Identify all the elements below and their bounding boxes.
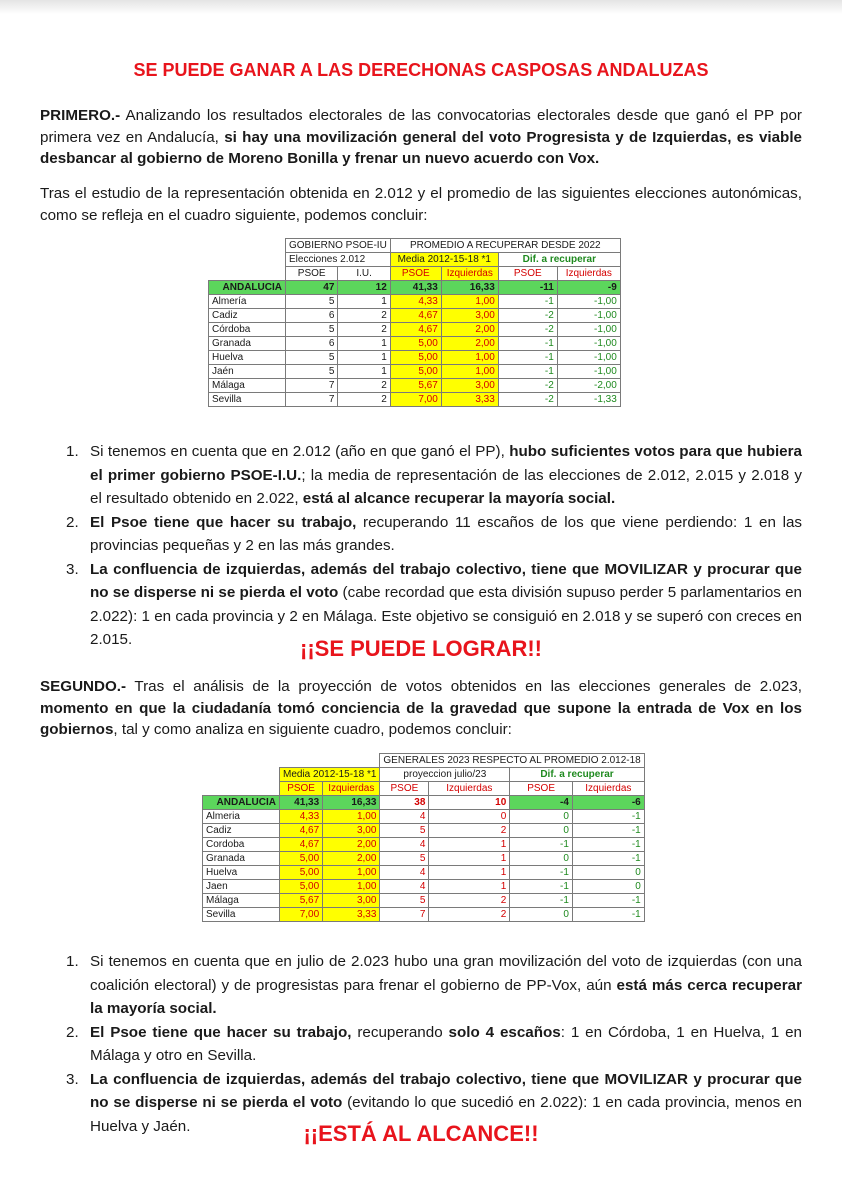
- list-text: recuperando 11 escaños de los que viene perdiendo: 1 en las provincias pequeñas y 2 en las más grandes.: [90, 513, 802, 554]
- value-cell: 2,00: [323, 838, 380, 852]
- total-cell: 41,33: [390, 281, 441, 295]
- total-cell: 41,33: [280, 796, 323, 810]
- slogan-se-puede-lograr: ¡¡SE PUEDE LOGRAR!!: [300, 636, 542, 661]
- col-izq-proy: Izquierdas: [429, 782, 510, 796]
- province-cell: Almeria: [203, 810, 280, 824]
- results-table-2: [202, 753, 645, 922]
- value-cell: 0: [510, 908, 573, 922]
- province-cell: Cadiz: [209, 309, 286, 323]
- results-table-1: [208, 238, 621, 407]
- value-cell: 4,33: [280, 810, 323, 824]
- value-cell: -1: [498, 337, 557, 351]
- value-cell: 2: [338, 379, 390, 393]
- province-cell: Jaen: [203, 880, 280, 894]
- total-cell: 47: [286, 281, 338, 295]
- value-cell: 5: [286, 351, 338, 365]
- value-cell: 5,00: [280, 880, 323, 894]
- value-cell: -1: [498, 365, 557, 379]
- value-cell: -2: [498, 379, 557, 393]
- total-cell: 38: [380, 796, 429, 810]
- table2-total-row: [203, 796, 645, 810]
- total-cell: 16,33: [323, 796, 380, 810]
- table-row: [209, 309, 621, 323]
- table-row: [203, 838, 645, 852]
- value-cell: 1: [338, 351, 390, 365]
- province-cell: Granada: [203, 852, 280, 866]
- value-cell: -2: [498, 323, 557, 337]
- value-cell: 5,00: [390, 337, 441, 351]
- table-row: [209, 393, 621, 407]
- col-psoe-dif: PSOE: [498, 267, 557, 281]
- total-label: ANDALUCIA: [203, 796, 280, 810]
- value-cell: 3,00: [323, 894, 380, 908]
- value-cell: 4,67: [390, 309, 441, 323]
- value-cell: 3,00: [441, 309, 498, 323]
- list-number: 2.: [66, 1023, 79, 1041]
- value-cell: 2: [338, 393, 390, 407]
- col-psoe-proy: PSOE: [380, 782, 429, 796]
- value-cell: 1,00: [323, 880, 380, 894]
- value-cell: 4,33: [390, 295, 441, 309]
- header-elecciones: Elecciones 2.012: [286, 253, 391, 267]
- value-cell: -1: [510, 866, 573, 880]
- col-izq-dif: Izquierdas: [557, 267, 620, 281]
- value-cell: 0: [510, 824, 573, 838]
- segundo-label: SEGUNDO.-: [40, 678, 127, 695]
- value-cell: 1,00: [323, 866, 380, 880]
- list-item: [40, 440, 802, 511]
- value-cell: 5: [380, 894, 429, 908]
- list-bold: solo 4 escaños: [448, 1023, 561, 1041]
- total-cell: -9: [557, 281, 620, 295]
- value-cell: 1: [338, 365, 390, 379]
- list-bold: hubo suficientes votos para que hubiera el primer gobierno PSOE-I.U.: [90, 443, 802, 484]
- province-cell: Sevilla: [209, 393, 286, 407]
- value-cell: -1: [498, 295, 557, 309]
- paragraph-primero: [40, 105, 802, 170]
- province-cell: Málaga: [209, 379, 286, 393]
- value-cell: 0: [429, 810, 510, 824]
- value-cell: 5: [286, 323, 338, 337]
- value-cell: 0: [510, 810, 573, 824]
- value-cell: 2,00: [441, 337, 498, 351]
- province-cell: Almería: [209, 295, 286, 309]
- list-number: 1.: [66, 443, 79, 460]
- value-cell: 7,00: [280, 908, 323, 922]
- col-izq-media: Izquierdas: [323, 782, 380, 796]
- province-cell: Cadiz: [203, 824, 280, 838]
- value-cell: -1,00: [557, 295, 620, 309]
- paragraph-intro-table1: Tras el estudio de la representación obtenida en 2.012 y el promedio de las siguientes elecciones autonómicas, como se refleja en el cuadro siguiente, podemos concluir:: [40, 185, 802, 224]
- value-cell: 7,00: [390, 393, 441, 407]
- value-cell: 3,00: [441, 379, 498, 393]
- segundo-bold: momento en que la ciudadanía tomó conciencia de la gravedad que supone la entrada de Vox en los gobiernos: [40, 699, 802, 738]
- value-cell: -1,33: [557, 393, 620, 407]
- value-cell: 5,00: [390, 365, 441, 379]
- value-cell: 1: [429, 880, 510, 894]
- value-cell: -1,00: [557, 351, 620, 365]
- header-dif: Dif. a recuperar: [510, 768, 644, 782]
- total-cell: 10: [429, 796, 510, 810]
- province-cell: Granada: [209, 337, 286, 351]
- value-cell: 4,67: [280, 824, 323, 838]
- value-cell: 1: [429, 838, 510, 852]
- value-cell: -1: [572, 838, 644, 852]
- conclusions-list-2: [40, 950, 802, 1138]
- table1-total-row: [209, 281, 621, 295]
- value-cell: 2: [429, 824, 510, 838]
- value-cell: 5: [286, 365, 338, 379]
- value-cell: -1: [510, 894, 573, 908]
- value-cell: 2,00: [441, 323, 498, 337]
- list-text: ; la media de representación de las elecciones de 2.012, 2.015 y 2.018 y el resultado obtenido en 2.022,: [90, 466, 802, 507]
- list-number: 1.: [66, 953, 79, 970]
- value-cell: 5: [380, 824, 429, 838]
- value-cell: 0: [572, 866, 644, 880]
- table-row: [203, 824, 645, 838]
- total-cell: -6: [572, 796, 644, 810]
- col-iu: I.U.: [338, 267, 390, 281]
- value-cell: 1,00: [323, 810, 380, 824]
- list-text: Si tenemos en cuenta que en 2.012 (año en que ganó el PP),: [90, 443, 510, 460]
- list-bold: El Psoe tiene que hacer su trabajo,: [90, 513, 357, 531]
- value-cell: -1,00: [557, 323, 620, 337]
- value-cell: 2: [429, 894, 510, 908]
- list-number: 3.: [66, 1070, 79, 1088]
- value-cell: 4: [380, 810, 429, 824]
- value-cell: 1: [338, 295, 390, 309]
- list-number: 2.: [66, 513, 79, 531]
- value-cell: -1,00: [557, 309, 620, 323]
- segundo-text: , tal y como analiza en siguiente cuadro, podemos concluir:: [113, 721, 512, 738]
- value-cell: -2: [498, 309, 557, 323]
- value-cell: -1,00: [557, 365, 620, 379]
- col-izq-media: Izquierdas: [441, 267, 498, 281]
- province-cell: Córdoba: [209, 323, 286, 337]
- table-row: [203, 894, 645, 908]
- province-cell: Jaén: [209, 365, 286, 379]
- header-promedio: PROMEDIO A RECUPERAR DESDE 2022: [390, 239, 620, 253]
- province-cell: Cordoba: [203, 838, 280, 852]
- list-text: (cabe recordad que esta división supuso perder 5 parlamentarios en 2.022): 1 en cada provincia y 2 en Málaga. Este objetivo se consiguió en 2.018 y se superó con creces en 2.015.: [90, 584, 802, 648]
- value-cell: -1: [498, 351, 557, 365]
- total-cell: -4: [510, 796, 573, 810]
- primero-bold: si hay una movilización general del voto Progresista y de Izquierdas, es viable desbancar al gobierno de Moreno Bonilla y frenar un nuevo acuerdo con Vox.: [40, 128, 802, 167]
- value-cell: -1: [572, 824, 644, 838]
- value-cell: 4,67: [390, 323, 441, 337]
- table-row: [203, 810, 645, 824]
- value-cell: 0: [510, 852, 573, 866]
- value-cell: -1: [510, 880, 573, 894]
- value-cell: 7: [380, 908, 429, 922]
- header-proyeccion: proyeccion julio/23: [380, 768, 510, 782]
- list-bold: El Psoe tiene que hacer su trabajo,: [90, 1023, 352, 1041]
- list-bold: está al alcance recuperar la mayoría social.: [302, 490, 616, 507]
- col-psoe-media: PSOE: [390, 267, 441, 281]
- header-generales: GENERALES 2023 RESPECTO AL PROMEDIO 2.012-18: [380, 754, 644, 768]
- value-cell: 0: [572, 880, 644, 894]
- value-cell: 1,00: [441, 295, 498, 309]
- list-number: 3.: [66, 560, 79, 578]
- list-text: (evitando lo que sucedió en 2.022): 1 en cada provincia, menos en Huelva y Jaén.: [90, 1094, 802, 1135]
- total-cell: -11: [498, 281, 557, 295]
- province-cell: Málaga: [203, 894, 280, 908]
- value-cell: 5,00: [280, 852, 323, 866]
- value-cell: -1: [572, 908, 644, 922]
- value-cell: 2: [338, 323, 390, 337]
- value-cell: 3,00: [323, 824, 380, 838]
- list-bold: La confluencia de izquierdas, además del trabajo colectivo, tiene que MOVILIZAR y procurar que no se disperse ni se pierda el voto: [90, 1070, 802, 1111]
- value-cell: -1,00: [557, 337, 620, 351]
- list-text: recuperando: [351, 1023, 449, 1041]
- value-cell: 5: [286, 295, 338, 309]
- value-cell: 3,33: [441, 393, 498, 407]
- table-row: [203, 852, 645, 866]
- list-bold: está más cerca recuperar la mayoría social.: [90, 976, 802, 1017]
- header-media: Media 2012-15-18 *1: [390, 253, 498, 267]
- value-cell: 2,00: [323, 852, 380, 866]
- list-text: Si tenemos en cuenta que en julio de 2.023 hubo una gran movilización del voto de izquierdas (con una coalición electoral) y de progresistas para frenar el gobierno de PP-Vox, aún: [90, 953, 802, 994]
- header-dif: Dif. a recuperar: [498, 253, 620, 267]
- value-cell: 3,33: [323, 908, 380, 922]
- header-media: Media 2012-15-18 *1: [280, 768, 380, 782]
- value-cell: 1: [429, 852, 510, 866]
- value-cell: -2: [498, 393, 557, 407]
- value-cell: 7: [286, 393, 338, 407]
- province-cell: Huelva: [209, 351, 286, 365]
- table-row: [209, 351, 621, 365]
- segundo-text: Tras el análisis de la proyección de votos obtenidos en las elecciones generales de 2.023,: [126, 678, 802, 695]
- table-row: [203, 866, 645, 880]
- primero-text: Analizando los resultados electorales de las convocatorias electorales desde que ganó el PP por primera vez en Andalucía,: [40, 107, 802, 146]
- value-cell: 5,67: [280, 894, 323, 908]
- table-row: [203, 880, 645, 894]
- value-cell: 1: [429, 866, 510, 880]
- table-row: [209, 337, 621, 351]
- value-cell: 4: [380, 880, 429, 894]
- table-row: [209, 323, 621, 337]
- table-row: [203, 908, 645, 922]
- value-cell: 5,67: [390, 379, 441, 393]
- value-cell: 7: [286, 379, 338, 393]
- value-cell: 5: [380, 852, 429, 866]
- table-row: [209, 379, 621, 393]
- value-cell: 2: [429, 908, 510, 922]
- total-label: ANDALUCIA: [209, 281, 286, 295]
- list-item: [40, 1021, 802, 1068]
- province-cell: Huelva: [203, 866, 280, 880]
- value-cell: 1,00: [441, 351, 498, 365]
- value-cell: -1: [572, 810, 644, 824]
- paragraph-segundo: [40, 676, 802, 741]
- col-izq-dif: Izquierdas: [572, 782, 644, 796]
- list-item: [40, 511, 802, 558]
- value-cell: -1: [572, 852, 644, 866]
- province-cell: Sevilla: [203, 908, 280, 922]
- page-title: SE PUEDE GANAR A LAS DERECHONAS CASPOSAS ANDALUZAS: [133, 60, 709, 80]
- table-row: [209, 295, 621, 309]
- list-text: : 1 en Córdoba, 1 en Huelva, 1 en Málaga y otro en Sevilla.: [90, 1023, 802, 1064]
- value-cell: 4: [380, 866, 429, 880]
- value-cell: 5,00: [390, 351, 441, 365]
- total-cell: 16,33: [441, 281, 498, 295]
- value-cell: 1: [338, 337, 390, 351]
- col-psoe-dif: PSOE: [510, 782, 573, 796]
- value-cell: 5,00: [280, 866, 323, 880]
- value-cell: 6: [286, 337, 338, 351]
- value-cell: -1: [510, 838, 573, 852]
- col-psoe: PSOE: [286, 267, 338, 281]
- value-cell: -1: [572, 894, 644, 908]
- list-bold: La confluencia de izquierdas, además del trabajo colectivo, tiene que MOVILIZAR y procurar que no se disperse ni se pierda el voto: [90, 560, 802, 601]
- value-cell: 4: [380, 838, 429, 852]
- primero-label: PRIMERO.-: [40, 107, 121, 124]
- conclusions-list-1: [40, 440, 802, 652]
- value-cell: 4,67: [280, 838, 323, 852]
- value-cell: 6: [286, 309, 338, 323]
- header-gobierno: GOBIERNO PSOE-IU: [286, 239, 391, 253]
- value-cell: -2,00: [557, 379, 620, 393]
- list-item: [40, 950, 802, 1021]
- total-cell: 12: [338, 281, 390, 295]
- table-row: [209, 365, 621, 379]
- col-psoe-media: PSOE: [280, 782, 323, 796]
- slogan-esta-al-alcance: ¡¡ESTÁ AL ALCANCE!!: [303, 1121, 539, 1146]
- top-shadow: [0, 0, 842, 14]
- value-cell: 1,00: [441, 365, 498, 379]
- value-cell: 2: [338, 309, 390, 323]
